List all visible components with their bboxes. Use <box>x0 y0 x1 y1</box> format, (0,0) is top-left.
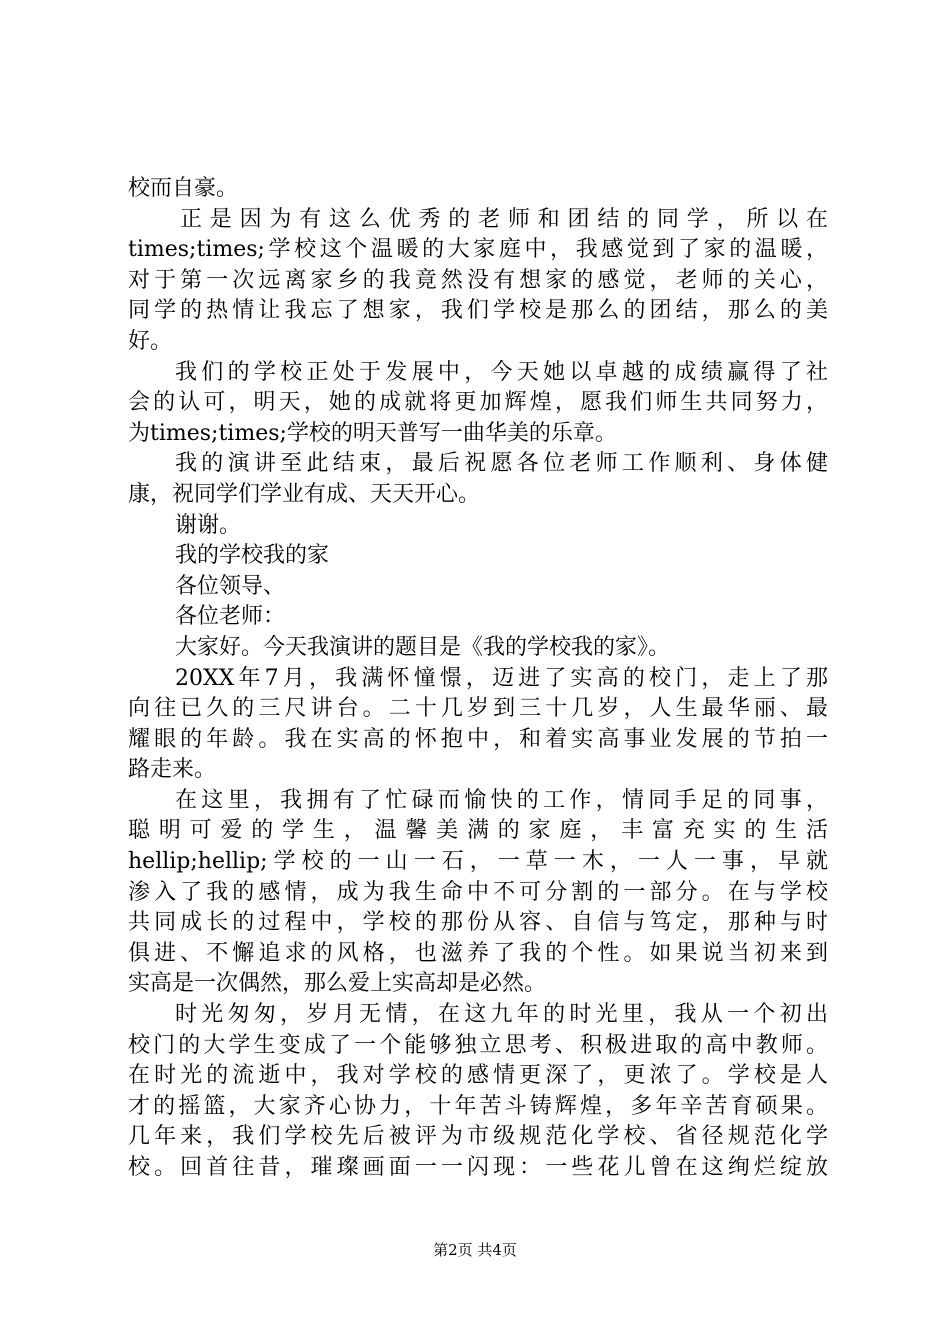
text-line: 时光匆匆，岁月无情，在这九年的时光里，我从一个初出 <box>175 1002 828 1028</box>
text-line: 耀眼的年龄。我在实高的怀抱中，和着实高事业发展的节拍一 <box>128 726 828 752</box>
text-line: 渗入了我的感情，成为我生命中不可分割的一部分。在与学校 <box>128 879 828 905</box>
text-line: 共同成长的过程中，学校的那份从容、自信与笃定，那种与时 <box>128 910 828 936</box>
text-line: 在这里，我拥有了忙碌而愉快的工作，情同手足的同事， <box>175 787 828 813</box>
text-line: 才的摇篮，大家齐心协力，十年苦斗铸辉煌，多年辛苦育硕果。 <box>128 1093 828 1119</box>
text-line: 几年来，我们学校先后被评为市级规范化学校、省径规范化学 <box>128 1124 828 1150</box>
text-line: 向往已久的三尺讲台。二十几岁到三十几岁，人生最华丽、最 <box>128 696 828 722</box>
text-line: 俱进、不懈追求的风格，也滋养了我的个性。如果说当初来到 <box>128 940 828 966</box>
text-line: 同学的热情让我忘了想家，我们学校是那么的团结，那么的美 <box>128 298 828 324</box>
text-line: 大家好。今天我演讲的题目是《我的学校我的家》。 <box>175 634 671 660</box>
body-text <box>128 174 828 1184</box>
text-line: 正是因为有这么优秀的老师和团结的同学，所以在 <box>180 206 828 232</box>
text-line: 各位领导、 <box>175 573 286 599</box>
text-line: 聪明可爱的学生，温馨美满的家庭，丰富充实的生活 <box>128 818 828 844</box>
text-line: 为times;times;学校的明天普写一曲华美的乐章。 <box>128 420 617 446</box>
text-line: 我们的学校正处于发展中，今天她以卓越的成绩赢得了社 <box>175 359 828 385</box>
text-line: 校。回首往昔，璀璨画面一一闪现：一些花儿曾在这绚烂绽放 <box>128 1155 828 1180</box>
text-line: 路走来。 <box>128 757 217 783</box>
text-line: 我的演讲至此结束，最后祝愿各位老师工作顺利、身体健 <box>175 451 828 477</box>
text-line: times;times;学校这个温暖的大家庭中，我感觉到了家的温暖， <box>128 237 828 263</box>
text-line: 在时光的流逝中，我对学校的感情更深了，更浓了。学校是人 <box>128 1063 828 1089</box>
text-line: hellip;hellip;学校的一山一石，一草一木，一人一事，早就 <box>128 849 828 875</box>
text-line: 各位老师： <box>175 604 286 630</box>
page-number-label: 第2页 共4页 <box>433 1241 517 1259</box>
text-line: 会的认可，明天，她的成就将更加辉煌，愿我们师生共同努力， <box>128 390 828 416</box>
text-line: 校而自豪。 <box>128 176 239 201</box>
page-footer <box>0 1240 950 1260</box>
text-line: 康，祝同学们学业有成、天天开心。 <box>128 481 481 507</box>
text-line: 对于第一次远离家乡的我竟然没有想家的感觉，老师的关心， <box>128 267 828 293</box>
text-line: 校门的大学生变成了一个能够独立思考、积极进取的高中教师。 <box>128 1032 828 1058</box>
text-line: 20XX年7月，我满怀憧憬，迈进了实高的校门，走上了那 <box>175 665 828 691</box>
text-line: 谢谢。 <box>175 512 242 538</box>
text-line: 我的学校我的家 <box>175 543 330 569</box>
text-line: 好。 <box>128 328 173 354</box>
text-line: 实高是一次偶然，那么爱上实高却是必然。 <box>128 971 547 997</box>
